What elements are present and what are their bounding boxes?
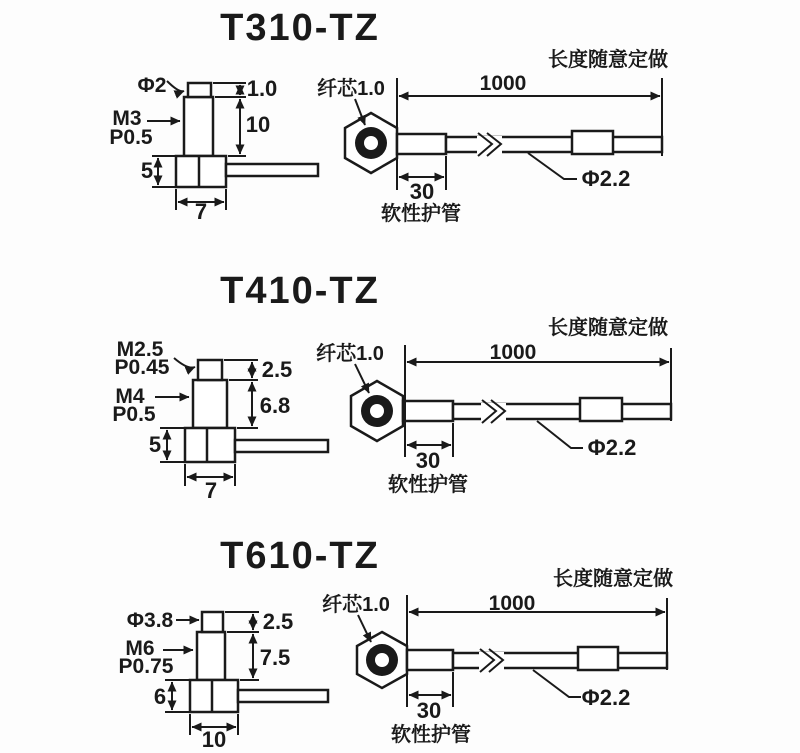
tip-diameter-label: Φ3.8 xyxy=(126,609,174,632)
soft-sleeve xyxy=(403,401,453,421)
side-view xyxy=(109,74,318,224)
cable-diameter-label: Φ2.2 xyxy=(587,435,637,460)
custom-length-note: 长度随意定做 xyxy=(548,49,668,71)
dim-body-height: 5 xyxy=(148,432,162,457)
dim-thread-length: 10 xyxy=(245,112,271,137)
connector-sleeve xyxy=(578,647,618,670)
dim-thread-length: 6.8 xyxy=(259,393,291,418)
thread-pitch-label: P0.75 xyxy=(118,655,174,678)
custom-length-note: 长度随意定做 xyxy=(553,568,673,590)
connector-sleeve xyxy=(580,398,622,421)
fiber-core-label: 纤芯1.0 xyxy=(322,594,390,616)
cable-diameter-label: Φ2.2 xyxy=(581,685,631,710)
dim-sleeve-length: 30 xyxy=(415,448,441,473)
t410-tz-diagram xyxy=(0,248,800,515)
fiber-core-label: 纤芯1.0 xyxy=(317,78,385,100)
cable-view xyxy=(316,315,671,496)
tip-pitch-label: P0.45 xyxy=(114,356,170,379)
tip-thread-label: M2.5 xyxy=(116,338,164,361)
cable-diameter-leader xyxy=(537,421,583,448)
t310-tz-diagram xyxy=(0,0,800,248)
dim-tip-height: 2.5 xyxy=(261,357,293,382)
dim-sleeve-length: 30 xyxy=(409,179,435,204)
t610-tz-diagram xyxy=(0,515,800,753)
cable-view xyxy=(317,47,668,225)
sleeve-label: 软性护管 xyxy=(381,203,461,225)
model-title: T610-TZ xyxy=(220,535,380,577)
soft-sleeve xyxy=(407,650,453,670)
model-title: T310-TZ xyxy=(220,7,380,49)
section-t610-tz xyxy=(0,515,800,753)
cable-diameter-label: Φ2.2 xyxy=(581,166,631,191)
thread-size-label: M4 xyxy=(115,385,145,408)
thread-size-label: M6 xyxy=(125,637,155,660)
model-title: T410-TZ xyxy=(220,270,380,312)
dim-thread-length: 7.5 xyxy=(259,645,291,670)
fiber-core-label: 纤芯1.0 xyxy=(316,343,384,365)
thread-size-label: M3 xyxy=(112,107,142,130)
thread-pitch-label: P0.5 xyxy=(112,403,156,426)
cable-diameter-leader xyxy=(533,670,581,697)
section-t310-tz xyxy=(0,0,800,248)
section-t410-tz xyxy=(0,248,800,515)
dim-cable-length: 1000 xyxy=(479,72,527,95)
sleeve-label: 软性护管 xyxy=(391,724,471,746)
sleeve-label: 软性护管 xyxy=(388,474,468,496)
fiber-core-pointer-arrow xyxy=(358,615,371,642)
dim-tip-height: 1.0 xyxy=(246,76,278,101)
connector-sleeve xyxy=(572,131,613,154)
dim-cable-length: 1000 xyxy=(489,341,537,364)
dim-tip-height: 2.5 xyxy=(262,609,294,634)
custom-length-note: 长度随意定做 xyxy=(548,317,668,339)
dim-body-height: 6 xyxy=(153,684,167,709)
side-view xyxy=(112,338,328,503)
tip-diameter-label: Φ2 xyxy=(137,74,167,97)
dim-sleeve-length: 30 xyxy=(416,698,442,723)
tip-pointer-arrow xyxy=(174,358,195,368)
soft-sleeve xyxy=(397,134,446,154)
dim-body-height: 5 xyxy=(140,158,154,183)
dim-cable-length: 1000 xyxy=(488,592,536,615)
dim-body-width: 7 xyxy=(204,478,218,503)
side-view xyxy=(119,609,328,752)
cable-diameter-leader xyxy=(528,153,577,179)
tip-pointer-arrow xyxy=(167,81,184,91)
dim-body-width: 10 xyxy=(201,727,227,752)
dim-body-width: 7 xyxy=(194,199,208,224)
cable-view xyxy=(322,566,673,746)
thread-pitch-label: P0.5 xyxy=(109,126,153,149)
sensor-body-outline xyxy=(185,360,328,462)
